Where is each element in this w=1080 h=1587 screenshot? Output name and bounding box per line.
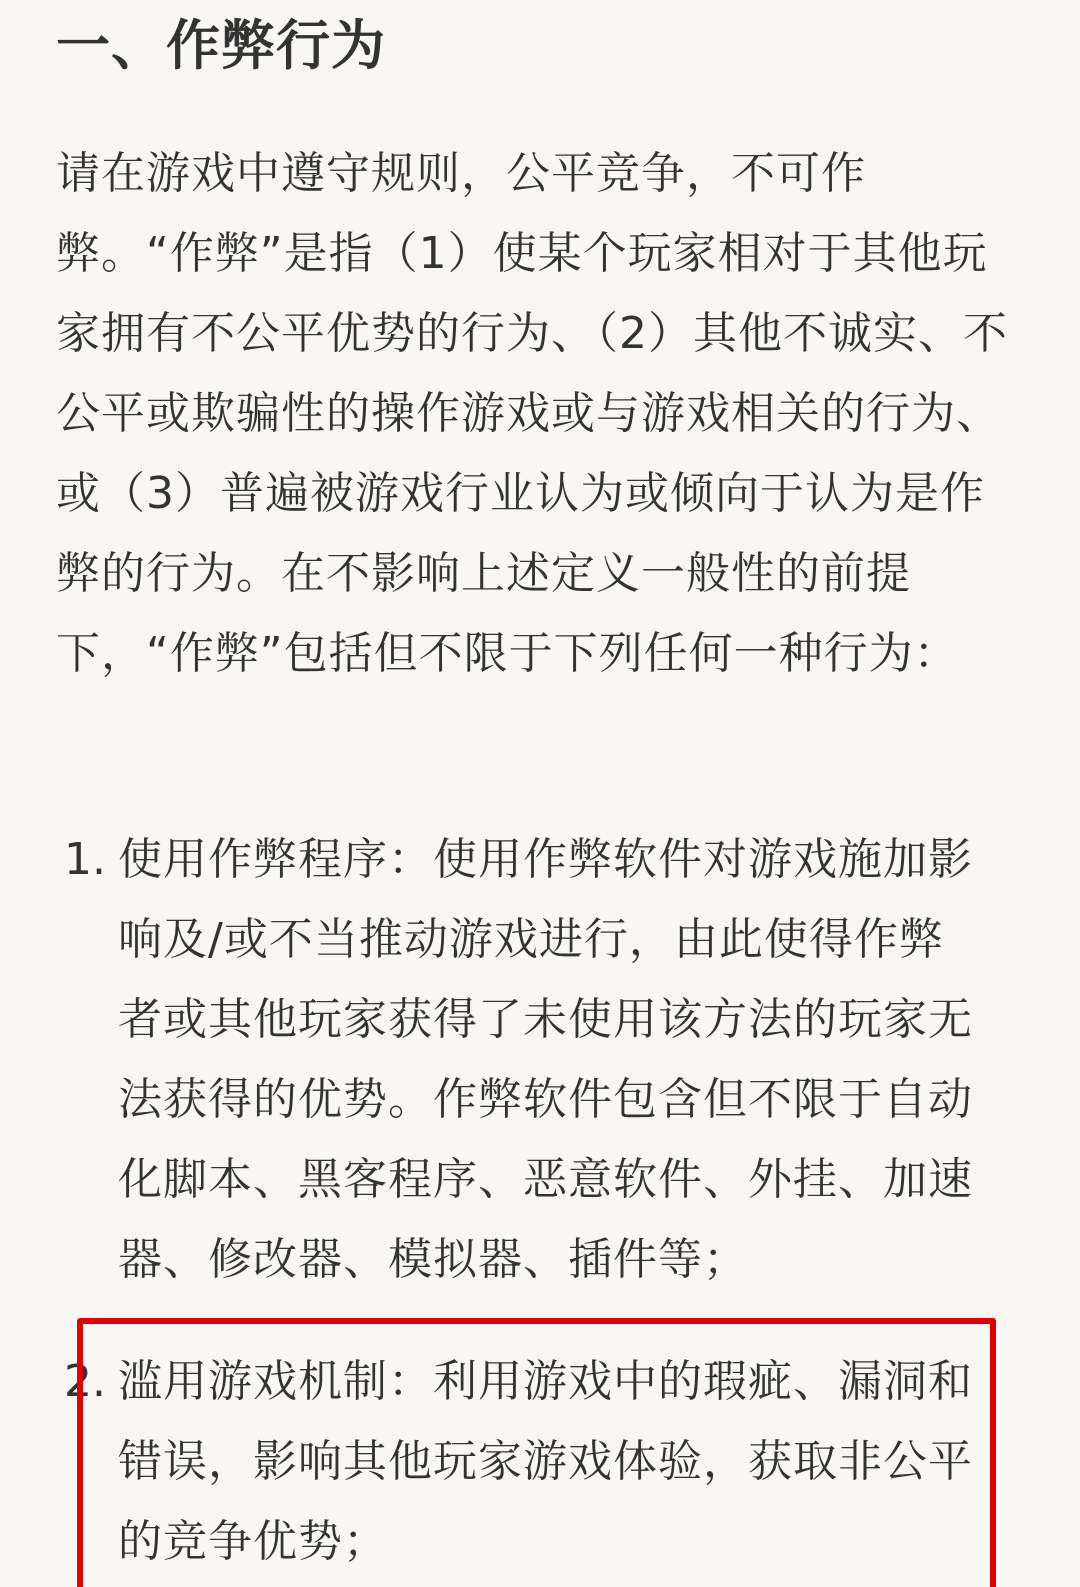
list-item-text: 使用作弊程序：使用作弊软件对游戏施加影响及/或不当推动游戏进行，由此使得作弊者或其他玩家获得了未使用该方法的玩家无法获得的优势。作弊软件包含但不限于自动化脚本、黑客程序、恶意软件、外挂、加速器、修改器、模拟器、插件等； [118,834,973,1285]
section-heading: 一、作弊行为 [56,14,386,77]
list-item-text: 滥用游戏机制：利用游戏中的瑕疵、漏洞和错误，影响其他玩家游戏体验，获取非公平的竞争优势； [118,1356,973,1567]
list-item-number: 2. [64,1356,106,1407]
intro-paragraph: 请在游戏中遵守规则，公平竞争，不可作弊。“作弊”是指（1）使某个玩家相对于其他玩家拥有不公平优势的行为、（2）其他不诚实、不公平或欺骗性的操作游戏或与游戏相关的行为、或（3）普遍被游戏行业认为或倾向于认为是作弊的行为。在不影响上述定义一般性的前提下，“作弊”包括但不限于下列任何一种行为： [56,148,1008,679]
list-item-number: 1. [64,834,106,885]
